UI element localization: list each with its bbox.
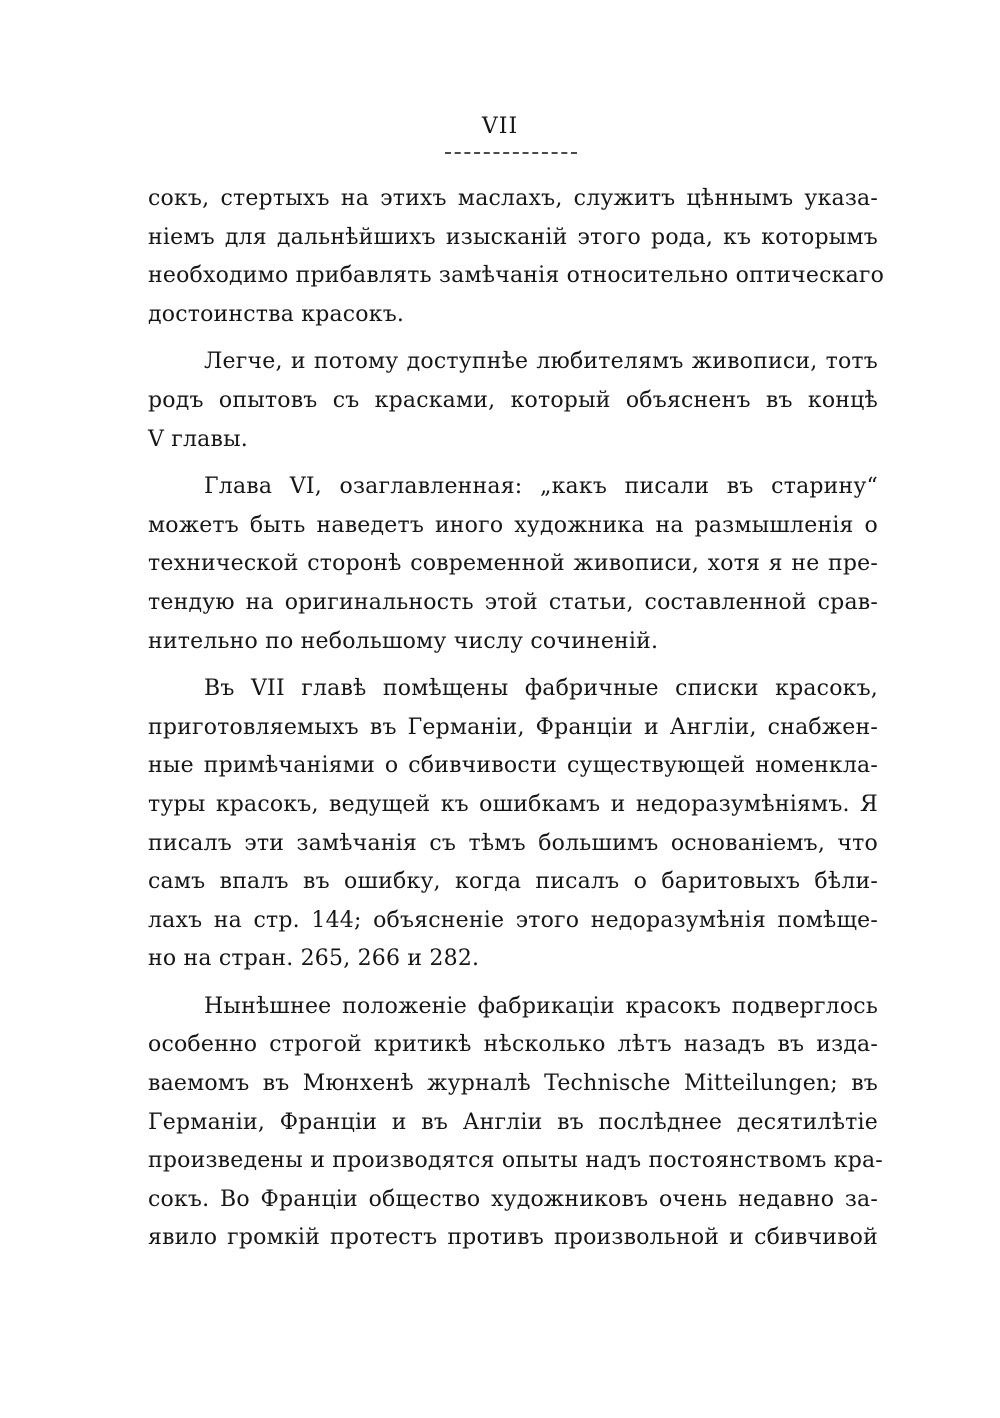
text-line: можетъ быть наведетъ иного художника на размышленія о — [148, 512, 878, 538]
text-line: но на стран. 265, 266 и 282. — [148, 946, 480, 972]
text-line: самъ впалъ въ ошибку, когда писалъ о баритовыхъ бѣли- — [148, 869, 878, 895]
text-line: Въ VII главѣ помѣщены фабричные списки красокъ, — [204, 676, 878, 702]
text-line: V главы. — [148, 426, 248, 452]
text-line: Легче, и потому доступнѣе любителямъ живописи, тотъ — [204, 349, 878, 375]
text-line: туры красокъ, ведущей къ ошибкамъ и недоразумѣніямъ. Я — [148, 791, 878, 817]
text-line: нительно по небольшому числу сочиненій. — [148, 628, 659, 654]
text-line: ные примѣчаніями о сбивчивости существующей номенкла- — [148, 753, 878, 779]
text-line: достоинства красокъ. — [148, 301, 405, 327]
text-line: сокъ. Во Франціи общество художниковъ очень недавно за- — [148, 1186, 878, 1212]
text-line: технической сторонѣ современной живописи, хотя я не пре- — [148, 551, 878, 577]
text-line: сокъ, стертыхъ на этихъ маслахъ, служитъ цѣннымъ указа- — [148, 186, 878, 211]
body-text — [148, 180, 885, 1267]
header-rule — [445, 152, 577, 154]
text-line: писалъ эти замѣчанія съ тѣмъ большимъ основаніемъ, что — [148, 830, 878, 856]
paragraph-3 — [148, 468, 878, 661]
text-line: Нынѣшнее положеніе фабрикаціи красокъ подверглось — [204, 993, 878, 1019]
paragraph-2 — [148, 343, 878, 459]
text-line: произведены и производятся опыты надъ постоянствомъ кра- — [148, 1148, 883, 1174]
text-line: необходимо прибавлять замѣчанія относительно оптическаго — [148, 263, 885, 289]
text-line: ніемъ для дальнѣйшихъ изысканій этого рода, къ которымъ — [148, 224, 878, 250]
text-line: лахъ на стр. 144; объясненіе этого недоразумѣнія помѣще- — [148, 907, 878, 933]
paragraph-4 — [148, 670, 878, 979]
text-line: особенно строгой критикѣ нѣсколько лѣтъ назадъ въ изда- — [148, 1032, 878, 1058]
text-line: Германіи, Франціи и въ Англіи въ послѣднее десятилѣтіе — [148, 1109, 878, 1135]
paragraph-5 — [148, 988, 883, 1258]
paragraph-1 — [148, 180, 885, 334]
text-line: тендую на оригинальность этой статьи, составленной срав- — [148, 589, 878, 615]
text-line: родъ опытовъ съ красками, который объясненъ въ концѣ — [148, 387, 878, 413]
text-line: явило громкій протестъ противъ произвольной и сбивчивой — [148, 1225, 878, 1251]
text-line: Глава VI, озаглавленная: „какъ писали въ старину“ — [204, 474, 878, 500]
page-number: VII — [481, 114, 519, 139]
text-line: ваемомъ въ Мюнхенѣ журналѣ Technische Mitteilungen; въ — [148, 1071, 878, 1097]
text-line: приготовляемыхъ въ Германіи, Франціи и Англіи, снабжен- — [148, 714, 878, 740]
